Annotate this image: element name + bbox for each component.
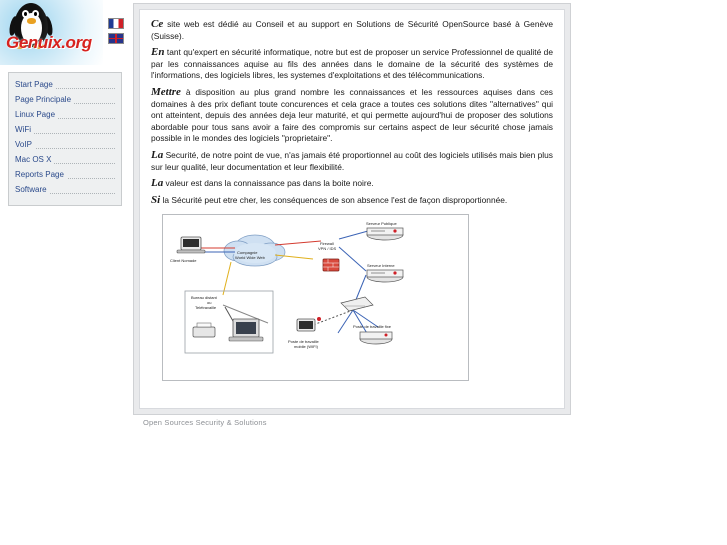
sidebar-item-label: Reports Page (15, 170, 67, 179)
sidebar-item-reports-page[interactable] (9, 167, 121, 182)
svg-text:ou: ou (207, 300, 212, 306)
cost-paragraph (151, 195, 553, 207)
svg-text:Compagnie: Compagnie (237, 250, 258, 256)
paragraph-dropcap: Ce (151, 18, 164, 30)
svg-text:Poste de travaille fixe: Poste de travaille fixe (353, 324, 392, 330)
sidebar-item-software[interactable] (9, 182, 121, 197)
svg-text:Bureau distant: Bureau distant (191, 295, 217, 301)
svg-text:Firewall: Firewall (320, 241, 334, 247)
internal-server-icon (367, 270, 403, 282)
paragraph-dropcap: La (151, 177, 164, 190)
expertise-paragraph (151, 47, 553, 82)
paragraph-dropcap: Mettre (151, 85, 181, 98)
svg-text:VPN / IDS: VPN / IDS (318, 246, 337, 252)
site-logo-text: Genuix.org (6, 33, 92, 52)
sidebar-nav (8, 72, 122, 206)
sidebar-item-linux-page[interactable] (9, 107, 121, 122)
content-body (139, 9, 565, 409)
sidebar-item-label: Page Principale (15, 95, 74, 104)
sidebar-item-start-page[interactable] (9, 77, 121, 92)
sidebar-item-page-principale[interactable] (9, 92, 121, 107)
network-topology-diagram (162, 214, 469, 381)
paragraph-dropcap: En (151, 46, 165, 59)
svg-text:Client Nomade: Client Nomade (170, 258, 197, 264)
paragraph-dropcap: Si (151, 193, 161, 206)
public-server-icon (367, 228, 403, 240)
nomad-client-icon (177, 237, 205, 253)
sidebar-item-label: WiFi (15, 125, 34, 134)
flag-fr-icon[interactable] (108, 18, 124, 29)
paragraph-text: à disposition au plus grand nombre les connaissances et les ressources aquises dans ces domaines à des prix defiant toute concurences et cela grace a toutes ces solutions dites "alternatives" qui ont atteintent, depuis des années deja leur maturité, et qui permette aujourd'hui de proposer des solutions abordable pour tous sans avoir a faire des compromis sur certains aspect de leur sécurité chose jamais possible in le mondes des logiciels "proprietaire". (151, 86, 553, 144)
intro-paragraph (151, 19, 553, 42)
paragraph-text: tant qu'expert en sécurité informatique, notre but est de proposer un service Professionnel de qualité de par les connaissances aquise au fils des années dans le domaine de la sécurité des systèmes de l'informations, des logiciels libres, les systemes d'exploitations et des télécommunications. (151, 47, 553, 81)
paragraph-text: site web est dédié au Conseil et au support en Solutions de Sécurité OpenSource basé à Genève (Suisse). (151, 19, 553, 41)
paragraph-text: valeur est dans la connaissance pas dans la boite noire. (163, 178, 374, 189)
sidebar-item-label: Software (15, 185, 50, 194)
flag-gb-icon[interactable] (108, 33, 124, 44)
svg-text:Serveur Publique: Serveur Publique (366, 221, 397, 227)
language-switcher (108, 18, 126, 48)
svg-text:World Wide Web: World Wide Web (235, 255, 265, 261)
security-view-paragraph (151, 150, 553, 173)
knowledge-paragraph (151, 178, 553, 190)
firewall-icon (323, 259, 339, 271)
footer-tagline: Open Sources Security & Solutions (143, 418, 267, 427)
mission-paragraph (151, 87, 553, 145)
sidebar-item-label: Start Page (15, 80, 56, 89)
content-panel (133, 3, 571, 415)
svg-text:Poste de travaille: Poste de travaille (288, 339, 319, 345)
sidebar-item-voip[interactable] (9, 137, 121, 152)
sidebar-item-wifi[interactable] (9, 122, 121, 137)
sidebar-item-label: Linux Page (15, 110, 58, 119)
sidebar-item-mac-os-x[interactable] (9, 152, 121, 167)
paragraph-dropcap: La (151, 148, 164, 161)
site-logo[interactable] (0, 0, 103, 65)
fixed-workstation-icon (360, 332, 392, 344)
sidebar-item-label: Mac OS X (15, 155, 54, 164)
paragraph-text: la Sécurité peut etre cher, les conséquences de son absence l'est de façon disproportionnée. (160, 194, 508, 205)
sidebar-item-label: VoIP (15, 140, 35, 149)
svg-text:mobile (WIFI): mobile (WIFI) (294, 344, 318, 350)
paragraph-text: Securité, de notre point de vue, n'as jamais été proportionnel au coût des logiciels utilisés mais bien plus sur leur qualité, leur documentation et leur flexibilité. (151, 149, 553, 172)
svg-text:Serveur Interne: Serveur Interne (367, 263, 395, 269)
svg-text:Telétravaille: Telétravaille (195, 305, 217, 311)
